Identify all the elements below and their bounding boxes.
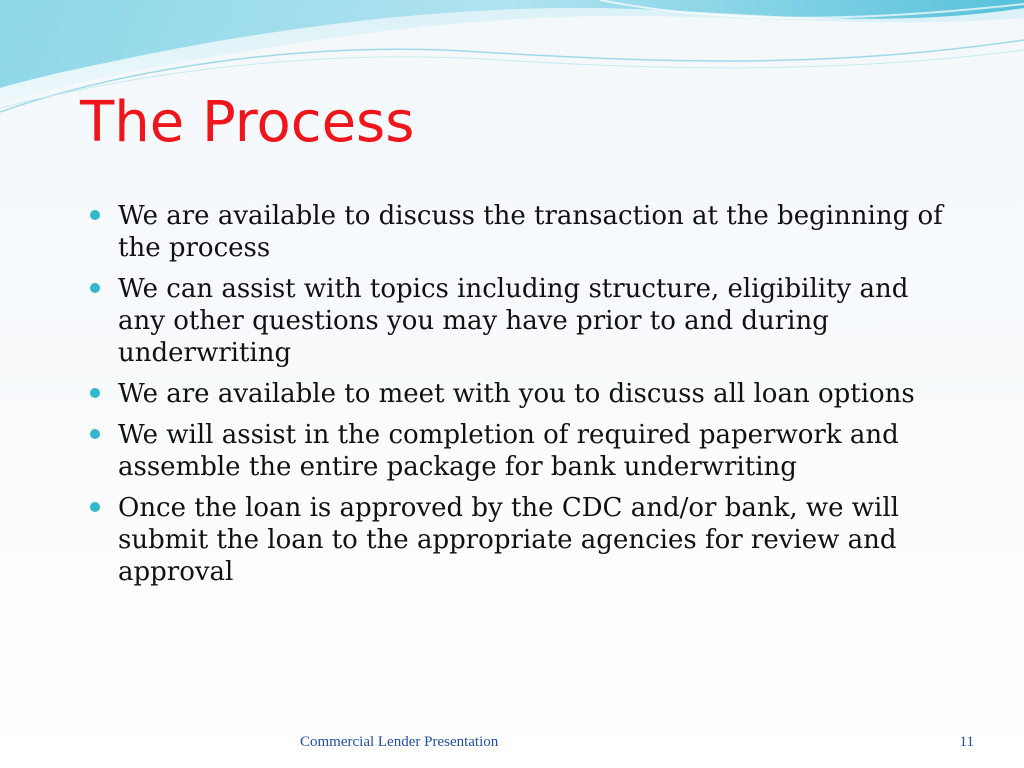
bullet-text: Once the loan is approved by the CDC and/or bank, we will submit the loan to the appropriate agencies for review and approval	[118, 493, 899, 587]
bullet-dot-icon	[90, 210, 100, 220]
bullet-item	[88, 419, 948, 483]
bullet-item	[88, 200, 948, 264]
bullet-item	[88, 492, 948, 588]
bullet-dot-icon	[90, 283, 100, 293]
bullet-item	[88, 273, 948, 369]
bullet-dot-icon	[90, 388, 100, 398]
bullet-text: We are available to meet with you to discuss all loan options	[118, 379, 915, 409]
bullet-text: We are available to discuss the transaction at the beginning of the process	[118, 201, 943, 263]
bullet-dot-icon	[90, 429, 100, 439]
bullet-item	[88, 378, 948, 410]
footer-text: Commercial Lender Presentation	[300, 734, 499, 750]
bullet-text: We will assist in the completion of required paperwork and assemble the entire package for bank underwriting	[118, 420, 899, 482]
bullet-list	[88, 200, 948, 597]
slide-title: The Process	[80, 90, 415, 155]
bullet-text: We can assist with topics including structure, eligibility and any other questions you may have prior to and during underwriting	[118, 274, 909, 368]
bullet-dot-icon	[90, 502, 100, 512]
page-number: 11	[959, 734, 974, 750]
